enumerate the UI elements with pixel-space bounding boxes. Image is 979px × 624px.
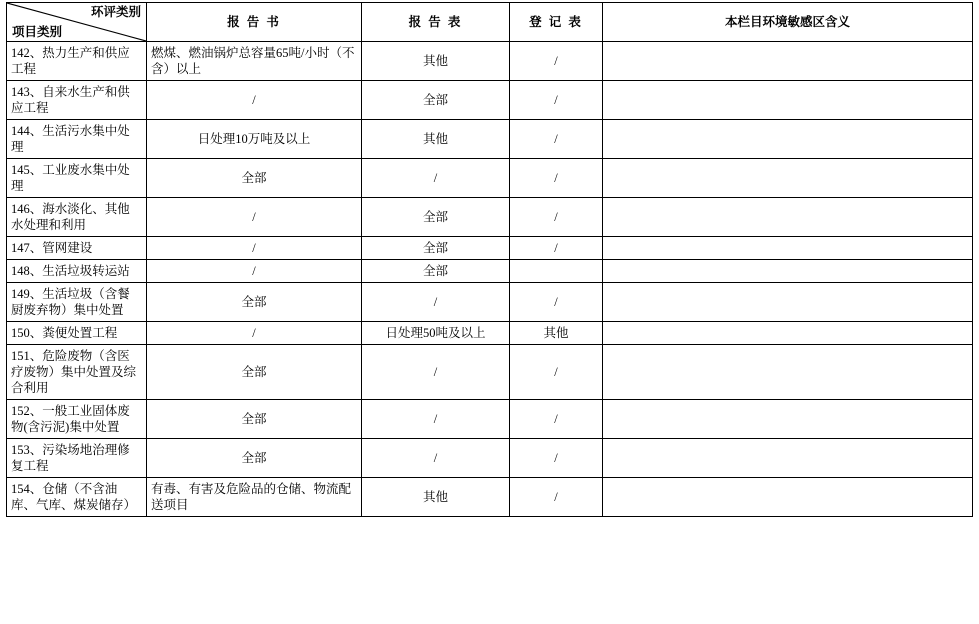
row-registration: /: [510, 478, 603, 517]
row-report-form: 全部: [362, 81, 510, 120]
row-report-book: 全部: [147, 345, 362, 400]
table-row: [7, 260, 973, 283]
row-registration: /: [510, 283, 603, 322]
row-sensitive: [603, 81, 973, 120]
row-report-book: 全部: [147, 400, 362, 439]
row-category: 151、危险废物（含医疗废物）集中处置及综合利用: [7, 345, 147, 400]
row-category: 147、管网建设: [7, 237, 147, 260]
row-report-form: 全部: [362, 237, 510, 260]
row-report-form: 全部: [362, 198, 510, 237]
header-report-book-label: 报 告 书: [227, 15, 281, 29]
header-report-book: [147, 3, 362, 42]
header-report-form: [362, 3, 510, 42]
environmental-category-table: [6, 2, 973, 517]
row-report-form: /: [362, 345, 510, 400]
row-report-book: 全部: [147, 159, 362, 198]
row-sensitive: [603, 322, 973, 345]
row-sensitive: [603, 478, 973, 517]
row-category: 145、工业废水集中处理: [7, 159, 147, 198]
row-registration: /: [510, 42, 603, 81]
corner-bottom-label: 项目类别: [12, 25, 63, 39]
corner-top-label: 环评类别: [90, 5, 141, 19]
table-row: [7, 42, 973, 81]
header-registration: [510, 3, 603, 42]
table-row: [7, 198, 973, 237]
row-category: 149、生活垃圾（含餐厨废弃物）集中处置: [7, 283, 147, 322]
row-category: 153、污染场地治理修复工程: [7, 439, 147, 478]
table-row: [7, 478, 973, 517]
row-report-book: /: [147, 81, 362, 120]
row-report-form: /: [362, 159, 510, 198]
row-category: 148、生活垃圾转运站: [7, 260, 147, 283]
row-registration: /: [510, 159, 603, 198]
row-report-book: /: [147, 198, 362, 237]
corner-header-cell: [7, 3, 147, 42]
table-header-row: [7, 3, 973, 42]
row-report-form: 日处理50吨及以上: [362, 322, 510, 345]
row-category: 146、海水淡化、其他水处理和利用: [7, 198, 147, 237]
header-report-form-label: 报 告 表: [408, 15, 463, 29]
row-sensitive: [603, 283, 973, 322]
row-report-form: 其他: [362, 478, 510, 517]
row-report-form: /: [362, 439, 510, 478]
header-sensitive-area: [603, 3, 973, 42]
row-report-book: 日处理10万吨及以上: [147, 120, 362, 159]
table-row: [7, 400, 973, 439]
row-sensitive: [603, 400, 973, 439]
row-report-book: /: [147, 260, 362, 283]
row-sensitive: [603, 260, 973, 283]
row-category: 144、生活污水集中处理: [7, 120, 147, 159]
table-row: [7, 439, 973, 478]
header-sensitive-area-label: 本栏目环境敏感区含义: [724, 15, 850, 29]
row-registration: /: [510, 81, 603, 120]
row-category: 152、一般工业固体废物(含污泥)集中处置: [7, 400, 147, 439]
table-row: [7, 159, 973, 198]
row-sensitive: [603, 159, 973, 198]
row-sensitive: [603, 439, 973, 478]
row-category: 150、粪便处置工程: [7, 322, 147, 345]
table-row: [7, 283, 973, 322]
row-report-book: /: [147, 322, 362, 345]
row-report-book: 全部: [147, 439, 362, 478]
row-sensitive: [603, 120, 973, 159]
row-report-form: /: [362, 400, 510, 439]
row-registration: 其他: [510, 322, 603, 345]
row-sensitive: [603, 198, 973, 237]
row-report-book: 全部: [147, 283, 362, 322]
table-row: [7, 345, 973, 400]
row-registration: /: [510, 198, 603, 237]
row-registration: /: [510, 400, 603, 439]
row-sensitive: [603, 345, 973, 400]
document-page: [0, 2, 979, 624]
row-report-form: /: [362, 283, 510, 322]
row-report-form: 其他: [362, 120, 510, 159]
row-sensitive: [603, 42, 973, 81]
row-report-form: 其他: [362, 42, 510, 81]
row-registration: /: [510, 345, 603, 400]
row-registration: /: [510, 237, 603, 260]
row-report-book: /: [147, 237, 362, 260]
row-report-form: 全部: [362, 260, 510, 283]
row-category: 142、热力生产和供应工程: [7, 42, 147, 81]
row-category: 154、仓储（不含油库、气库、煤炭储存）: [7, 478, 147, 517]
row-report-book: 燃煤、燃油锅炉总容量65吨/小时（不含）以上: [147, 42, 362, 81]
table-row: [7, 237, 973, 260]
table-row: [7, 120, 973, 159]
row-registration: [510, 260, 603, 283]
table-row: [7, 322, 973, 345]
header-registration-label: 登 记 表: [529, 15, 583, 29]
row-report-book: 有毒、有害及危险品的仓储、物流配送项目: [147, 478, 362, 517]
table-row: [7, 81, 973, 120]
row-registration: /: [510, 439, 603, 478]
row-category: 143、自来水生产和供应工程: [7, 81, 147, 120]
row-registration: /: [510, 120, 603, 159]
row-sensitive: [603, 237, 973, 260]
